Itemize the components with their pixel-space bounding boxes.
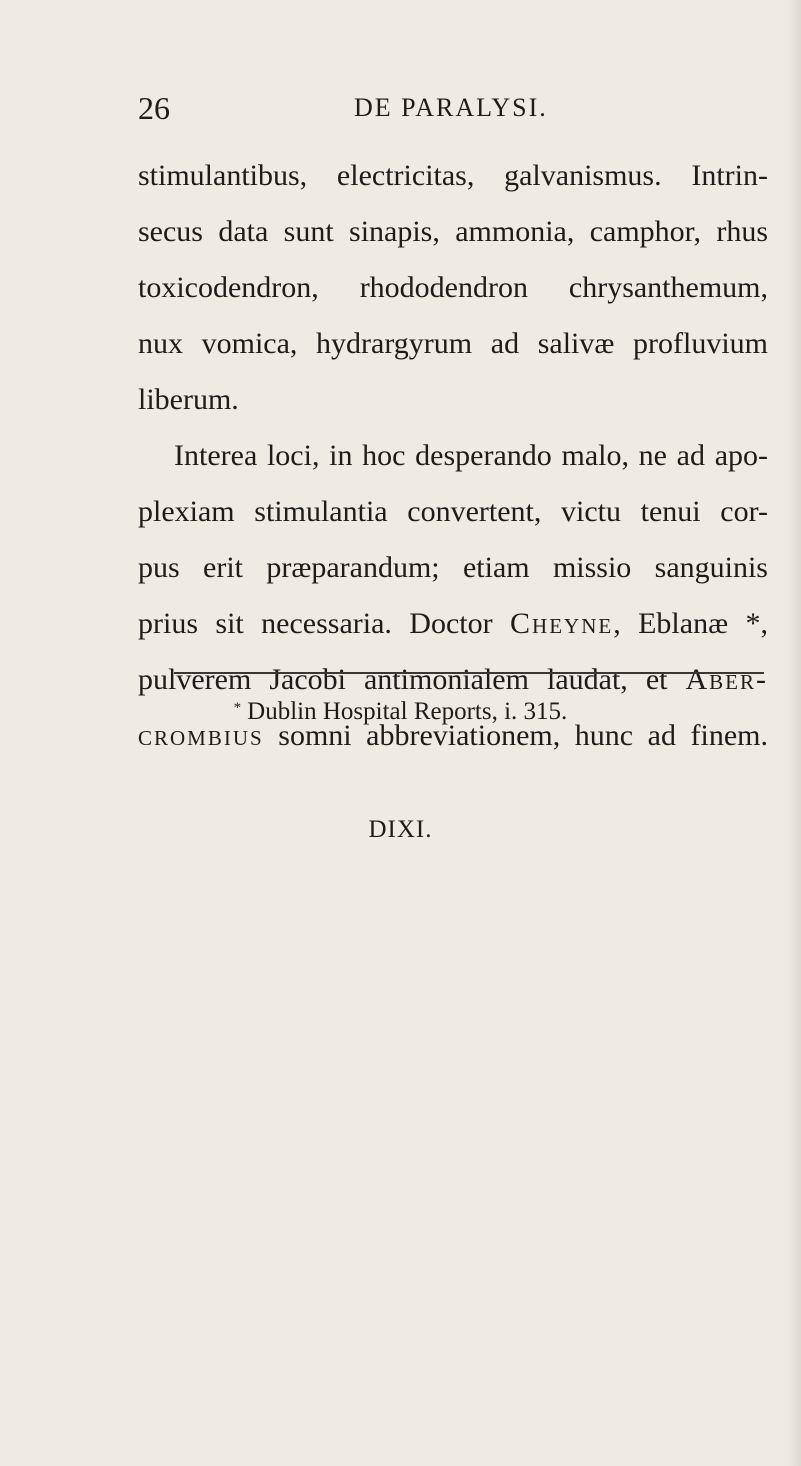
author-name-abercrombius-part2: crombius (138, 719, 264, 752)
author-name-cheyne: Cheyne (510, 607, 614, 640)
text-line-6: Interea loci, in hoc desperando malo, ne ad apo- (174, 439, 768, 472)
text-line-11-end: somni abbreviationem, hunc ad finem. (278, 719, 768, 752)
text-line-1: stimulantibus, electricitas, galvanismus. Intrin- (138, 159, 768, 192)
text-line-9-start: prius sit necessaria. Doctor (138, 607, 493, 640)
text-line-8: pus erit præparandum; etiam missio sanguinis (138, 551, 768, 584)
page-header (0, 88, 801, 128)
running-title: DE PARALYSI. (354, 93, 548, 122)
text-line-2: secus data sunt sinapis, ammonia, camphor, rhus (138, 215, 768, 248)
page-number: 26 (138, 90, 170, 126)
closing-word: DIXI. (368, 816, 433, 843)
text-line-7: plexiam stimulantia convertent, victu tenui cor- (138, 495, 768, 528)
page-edge-shadow (787, 0, 801, 1466)
text-line-9-end: , Eblanæ *, (613, 607, 768, 640)
text-line-3: toxicodendron, rhododendron chrysanthemum, (138, 271, 768, 304)
footnote-text: Dublin Hospital Reports, i. 315. (247, 698, 568, 725)
text-line-10-start: pulverem Jacobi antimonialem laudat, et (138, 663, 668, 696)
text-line-5: liberum. (138, 383, 239, 416)
text-line-4: nux vomica, hydrargyrum ad salivæ profluvium (138, 327, 768, 360)
author-name-abercrombius-part1: Aber- (685, 663, 768, 696)
footnote-mark: * (233, 700, 242, 716)
footnote (0, 692, 801, 732)
footnote-rule (174, 672, 764, 674)
text-line-9 (138, 596, 768, 652)
